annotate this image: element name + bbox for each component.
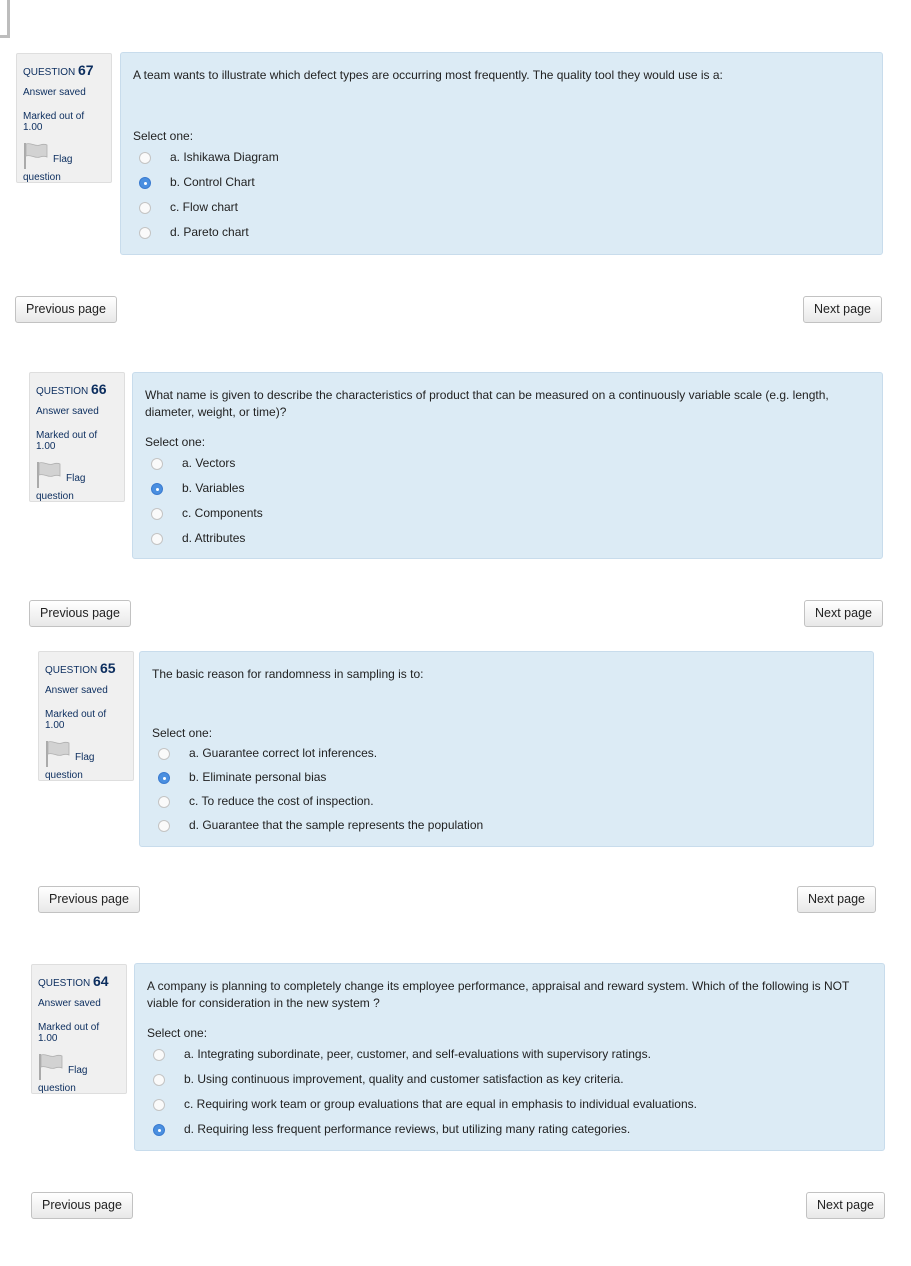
question-state: Answer saved: [23, 87, 86, 98]
question-content-64: [134, 963, 885, 1151]
option-label: a. Ishikawa Diagram: [170, 150, 279, 164]
radio-button[interactable]: [153, 1049, 165, 1061]
question-info-64: [31, 964, 127, 1094]
option-label: c. Flow chart: [170, 200, 239, 214]
flag-question-toggle[interactable]: [36, 461, 118, 501]
select-one-prompt: Select one:: [145, 435, 206, 449]
question-text: The basic reason for randomness in sampling is to:: [152, 667, 424, 681]
option-label: a. Integrating subordinate, peer, customer, and self-evaluations with supervisory ratings.: [184, 1047, 651, 1061]
radio-button[interactable]: [153, 1074, 165, 1086]
option-label: d. Pareto chart: [170, 225, 249, 239]
question-number: QUESTION 67: [23, 62, 94, 78]
question-grade: Marked out of 1.00: [45, 709, 107, 731]
question-text: What name is given to describe the characteristics of product that can be measured on a continuously variable scale (e.g. length, diameter, weight, or time)?: [145, 388, 829, 419]
select-one-prompt: Select one:: [133, 129, 194, 143]
question-info-67: [16, 53, 112, 183]
flag-label: Flag: [53, 154, 73, 165]
question-text: A team wants to illustrate which defect types are occurring most frequently. The quality tool they would use is a:: [133, 68, 723, 82]
option-label: b. Using continuous improvement, quality and customer satisfaction as key criteria.: [184, 1072, 624, 1086]
previous-page-button[interactable]: Previous page: [38, 886, 140, 913]
question-text: A company is planning to completely change its employee performance, appraisal and reward system. Which of the following is NOT viable for consideration in the new system ?: [147, 979, 850, 1010]
flag-label: Flag: [75, 752, 95, 763]
flag-label-2: question: [36, 491, 74, 502]
question-state: Answer saved: [36, 406, 99, 417]
flag-label: Flag: [66, 473, 86, 484]
option-label: b. Variables: [182, 481, 245, 495]
radio-button[interactable]: [139, 227, 151, 239]
flag-label-2: question: [45, 770, 83, 781]
question-number: QUESTION 65: [45, 660, 116, 676]
next-page-button[interactable]: Next page: [797, 886, 876, 913]
flag-label: Flag: [68, 1065, 88, 1076]
previous-page-button[interactable]: Previous page: [29, 600, 131, 627]
flag-question-toggle[interactable]: [23, 142, 105, 182]
flag-icon: [38, 1053, 64, 1081]
option-label: d. Requiring less frequent performance reviews, but utilizing many rating categories.: [184, 1122, 631, 1136]
question-number: QUESTION 66: [36, 381, 107, 397]
previous-page-button[interactable]: Previous page: [15, 296, 117, 323]
radio-button[interactable]: [151, 533, 163, 545]
option-label: b. Eliminate personal bias: [189, 770, 327, 784]
option-label: d. Attributes: [182, 531, 246, 545]
radio-button[interactable]: [153, 1099, 165, 1111]
flag-icon: [36, 461, 62, 489]
radio-button[interactable]: [139, 202, 151, 214]
radio-button-selected[interactable]: [139, 177, 151, 189]
question-state: Answer saved: [45, 685, 108, 696]
select-one-prompt: Select one:: [147, 1026, 208, 1040]
flag-icon: [45, 740, 71, 768]
flag-question-toggle[interactable]: [45, 740, 127, 780]
radio-button[interactable]: [158, 820, 170, 832]
question-grade: Marked out of 1.00: [38, 1022, 100, 1044]
corner-mark: [0, 0, 10, 38]
option-label: b. Control Chart: [170, 175, 255, 189]
option-label: a. Vectors: [182, 456, 236, 470]
question-content-65: [139, 651, 874, 847]
option-label: c. Components: [182, 506, 263, 520]
radio-button-selected[interactable]: [151, 483, 163, 495]
radio-button-selected[interactable]: [153, 1124, 165, 1136]
option-label: c. To reduce the cost of inspection.: [189, 794, 374, 808]
question-info-65: [38, 651, 134, 781]
radio-button[interactable]: [158, 796, 170, 808]
question-grade: Marked out of 1.00: [36, 430, 98, 452]
question-content-66: [132, 372, 883, 559]
question-info-66: [29, 372, 125, 502]
question-number: QUESTION 64: [38, 973, 109, 989]
option-label: c. Requiring work team or group evaluations that are equal in emphasis to individual evaluations.: [184, 1097, 697, 1111]
next-page-button[interactable]: Next page: [804, 600, 883, 627]
next-page-button[interactable]: Next page: [806, 1192, 885, 1219]
option-label: a. Guarantee correct lot inferences.: [189, 746, 378, 760]
question-state: Answer saved: [38, 998, 101, 1009]
flag-icon: [23, 142, 49, 170]
flag-label-2: question: [23, 172, 61, 183]
previous-page-button[interactable]: Previous page: [31, 1192, 133, 1219]
question-content-67: [120, 52, 883, 255]
flag-question-toggle[interactable]: [38, 1053, 120, 1093]
next-page-button[interactable]: Next page: [803, 296, 882, 323]
radio-button[interactable]: [158, 748, 170, 760]
radio-button[interactable]: [151, 458, 163, 470]
radio-button-selected[interactable]: [158, 772, 170, 784]
radio-button[interactable]: [151, 508, 163, 520]
flag-label-2: question: [38, 1083, 76, 1094]
question-grade: Marked out of 1.00: [23, 111, 85, 133]
select-one-prompt: Select one:: [152, 726, 213, 740]
option-label: d. Guarantee that the sample represents the population: [189, 818, 484, 832]
radio-button[interactable]: [139, 152, 151, 164]
